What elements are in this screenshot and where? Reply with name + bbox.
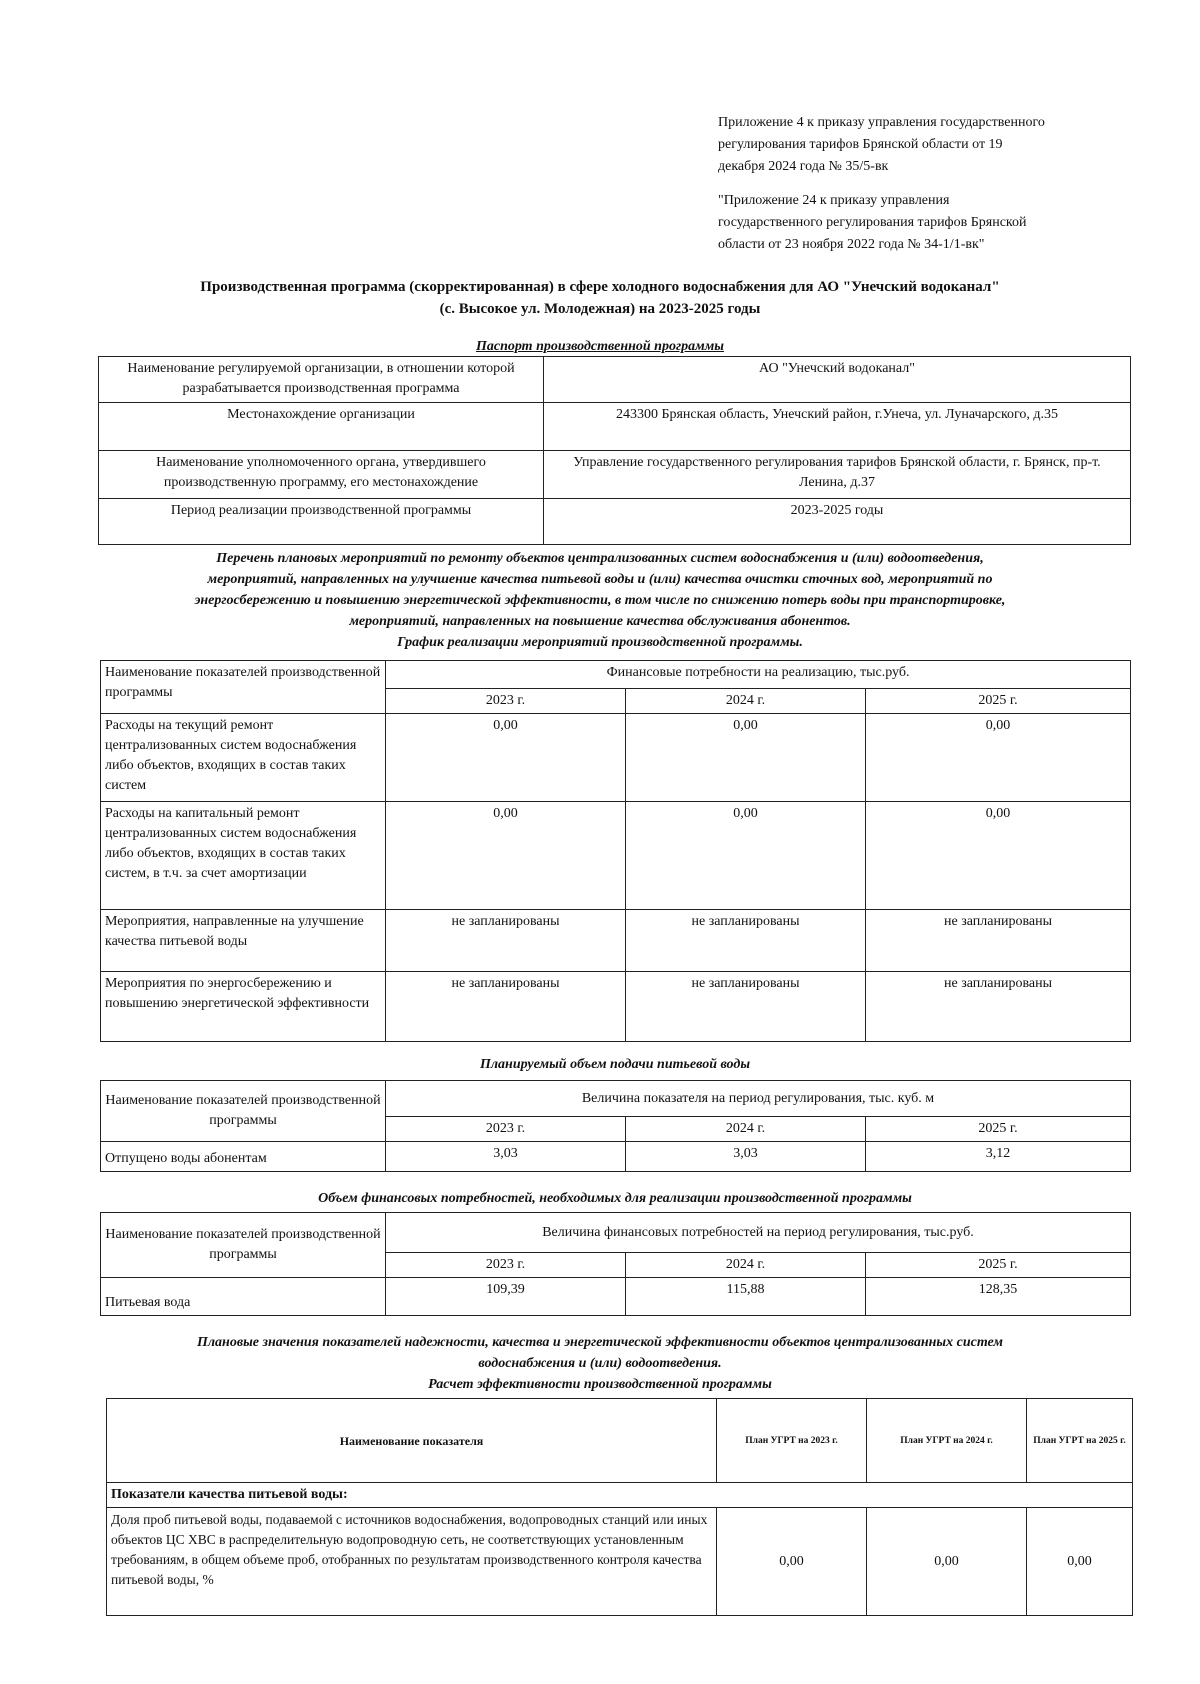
cell-value: 0,00: [717, 1508, 867, 1616]
caption-line: мероприятий, направленных на повышение качества обслуживания абонентов.: [349, 614, 851, 629]
cell-value: 3,03: [386, 1142, 626, 1172]
appendix-block: [718, 112, 1138, 256]
passport-label: Наименование уполномоченного органа, утвердившего производственную программу, его местонахождение: [99, 451, 544, 499]
caption-line: Перечень плановых мероприятий по ремонту объектов централизованных систем водоснабжения и (или) водоотведения,: [216, 551, 984, 566]
finance-caption: Объем финансовых потребностей, необходимых для реализации производственной программы: [318, 1191, 912, 1206]
year-header: План УГРТ на 2025 г.: [1027, 1399, 1133, 1483]
caption-line: мероприятий, направленных на улучшение качества питьевой воды и (или) качества очистки сточных вод, мероприятий по: [207, 572, 993, 587]
header-group: Величина показателя на период регулирования, тыс. куб. м: [386, 1081, 1131, 1117]
measures-table: [100, 660, 1131, 1042]
table-row: [101, 1081, 1131, 1117]
table-row: [101, 910, 1131, 972]
table-row: [101, 661, 1131, 689]
cell-value: 0,00: [626, 714, 866, 802]
reliability-caption: [60, 1332, 1140, 1395]
measures-caption: [60, 548, 1140, 653]
header-name: Наименование показателя: [107, 1399, 717, 1483]
row-name: Мероприятия, направленные на улучшение качества питьевой воды: [101, 910, 386, 972]
year-header: План УГРТ на 2024 г.: [867, 1399, 1027, 1483]
table-row: [99, 403, 1131, 451]
finance-table: [100, 1212, 1131, 1316]
year-header: 2024 г.: [626, 1117, 866, 1142]
title-line: (с. Высокое ул. Молодежная) на 2023-2025 годы: [439, 301, 761, 317]
table-row: [101, 1278, 1131, 1316]
cell-value: 0,00: [386, 714, 626, 802]
appendix-line: Приложение 4 к приказу управления государственного: [718, 115, 1045, 130]
appendix-quote-line: "Приложение 24 к приказу управления: [718, 193, 950, 208]
appendix-quote-line: государственного регулирования тарифов Брянской: [718, 215, 1027, 230]
caption-line: Расчет эффективности производственной программы: [428, 1377, 772, 1392]
row-name: Расходы на текущий ремонт централизованных систем водоснабжения либо объектов, входящих в состав таких систем: [101, 714, 386, 802]
table-row: [101, 714, 1131, 802]
row-name: Расходы на капитальный ремонт централизованных систем водоснабжения либо объектов, входящих в состав таких систем, в т.ч. за счет амортизации: [101, 802, 386, 910]
header-name: Наименование показателей производственной программы: [101, 1213, 386, 1278]
year-header: 2024 г.: [626, 689, 866, 714]
cell-value: 128,35: [866, 1278, 1131, 1316]
table-row: [99, 357, 1131, 403]
reliability-table: [106, 1398, 1133, 1616]
cell-value: 0,00: [866, 802, 1131, 910]
cell-value: 0,00: [866, 714, 1131, 802]
header-group: Финансовые потребности на реализацию, тыс.руб.: [386, 661, 1131, 689]
section-title: Показатели качества питьевой воды:: [107, 1483, 1133, 1508]
document-title: [100, 276, 1100, 320]
year-header: 2023 г.: [386, 1117, 626, 1142]
year-header: 2025 г.: [866, 1117, 1131, 1142]
caption-line: Плановые значения показателей надежности, качества и энергетической эффективности объектов централизованных систем: [196, 1335, 1004, 1350]
table-row: [101, 1142, 1131, 1172]
passport-label: Период реализации производственной программы: [99, 499, 544, 545]
year-header: 2024 г.: [626, 1253, 866, 1278]
supply-table: [100, 1080, 1131, 1172]
passport-value: 2023-2025 годы: [544, 499, 1131, 545]
cell-value: 109,39: [386, 1278, 626, 1316]
cell-value: не запланированы: [626, 972, 866, 1042]
supply-caption: Планируемый объем подачи питьевой воды: [479, 1057, 751, 1072]
table-row: [101, 972, 1131, 1042]
passport-table: [98, 356, 1131, 545]
appendix-quote-line: области от 23 ноября 2022 года № 34-1/1-вк": [718, 237, 985, 252]
passport-value: Управление государственного регулирования тарифов Брянской области, г. Брянск, пр-т. Ленина, д.37: [544, 451, 1131, 499]
cell-value: не запланированы: [386, 972, 626, 1042]
row-name: Отпущено воды абонентам: [101, 1142, 386, 1172]
year-header: План УГРТ на 2023 г.: [717, 1399, 867, 1483]
year-header: 2023 г.: [386, 689, 626, 714]
cell-value: 0,00: [386, 802, 626, 910]
row-name: Питьевая вода: [101, 1278, 386, 1316]
cell-value: 115,88: [626, 1278, 866, 1316]
cell-value: 0,00: [626, 802, 866, 910]
row-name: Мероприятия по энергосбережению и повышению энергетической эффективности: [101, 972, 386, 1042]
appendix-line: декабря 2024 года № 35/5-вк: [718, 159, 889, 174]
table-row: [101, 802, 1131, 910]
table-row: [99, 451, 1131, 499]
passport-label: Наименование регулируемой организации, в отношении которой разрабатывается производственная программа: [99, 357, 544, 403]
header-name: Наименование показателей производственной программы: [101, 661, 386, 714]
passport-caption: Паспорт производственной программы: [475, 339, 725, 354]
caption-line: водоснабжения и (или) водоотведения.: [478, 1356, 722, 1371]
table-row: [99, 499, 1131, 545]
cell-value: 0,00: [867, 1508, 1027, 1616]
passport-value: 243300 Брянская область, Унечский район, г.Унеча, ул. Луначарского, д.35: [544, 403, 1131, 451]
cell-value: 3,03: [626, 1142, 866, 1172]
header-group: Величина финансовых потребностей на период регулирования, тыс.руб.: [386, 1213, 1131, 1253]
header-name: Наименование показателей производственной программы: [101, 1081, 386, 1142]
appendix-line: регулирования тарифов Брянской области от 19: [718, 137, 1003, 152]
passport-label: Местонахождение организации: [99, 403, 544, 451]
cell-value: 0,00: [1027, 1508, 1133, 1616]
row-name: Доля проб питьевой воды, подаваемой с источников водоснабжения, водопроводных станций или иных объектов ЦС ХВС в распределительную водопроводную сеть, не соответствующих установленным требованиям, в общем объеме проб, отобранных по результатам производственного контроля качества питьевой воды, %: [107, 1508, 717, 1616]
cell-value: не запланированы: [866, 910, 1131, 972]
year-header: 2025 г.: [866, 689, 1131, 714]
table-row: [107, 1399, 1133, 1483]
caption-line: График реализации мероприятий производственной программы.: [397, 635, 803, 650]
cell-value: не запланированы: [866, 972, 1131, 1042]
table-row: [107, 1508, 1133, 1616]
year-header: 2025 г.: [866, 1253, 1131, 1278]
year-header: 2023 г.: [386, 1253, 626, 1278]
caption-line: энергосбережению и повышению энергетической эффективности, в том числе по снижению потерь воды при транспортировке,: [194, 593, 1006, 608]
table-row: [107, 1483, 1133, 1508]
cell-value: не запланированы: [386, 910, 626, 972]
cell-value: 3,12: [866, 1142, 1131, 1172]
cell-value: не запланированы: [626, 910, 866, 972]
passport-value: АО "Унечский водоканал": [544, 357, 1131, 403]
table-row: [101, 1213, 1131, 1253]
title-line: Производственная программа (скорректированная) в сфере холодного водоснабжения для АО "Унечский водоканал": [200, 279, 1000, 295]
